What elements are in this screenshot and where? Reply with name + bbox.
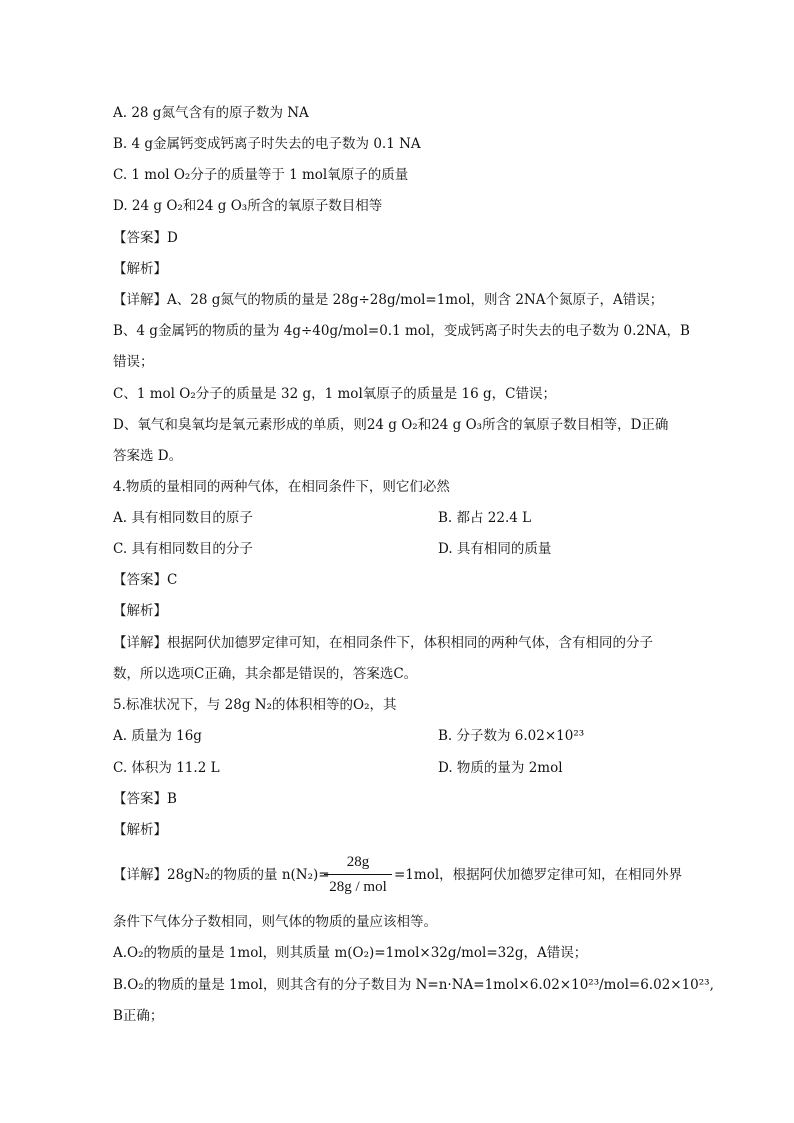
q4-detail-line: 【详解】根据阿伏加德罗定律可知，在相同条件下，体积相同的两种气体，含有相同的分子 — [113, 635, 653, 651]
q4-answer: 【答案】C — [113, 572, 178, 588]
q4-detail-line: 数，所以选项C正确，其余都是错误的，答案选C。 — [113, 666, 418, 682]
q5-detail-pre: 【详解】28gN₂的物质的量 n(N₂)= — [113, 867, 330, 883]
q3-option-a: A. 28 g氮气含有的原子数为 NA — [113, 105, 309, 121]
q5-detail-line: B.O₂的物质的量是 1mol，则其含有的分子数目为 N=n·NA=1mol×6.02×10²³/mol=6.02×10²³, — [113, 977, 714, 993]
q3-detail-line: D、氧气和臭氧均是氧元素形成的单质，则24 g O₂和24 g O₃所含的氧原子数目相等，D正确 — [113, 417, 669, 433]
q3-option-d: D. 24 g O₂和24 g O₃所含的氧原子数目相等 — [113, 198, 383, 214]
q3-detail-line: 答案选 D。 — [113, 448, 183, 464]
fraction-numerator: 28g — [346, 854, 370, 870]
q3-detail-line: C、1 mol O₂分子的质量是 32 g，1 mol氧原子的质量是 16 g，C错误； — [113, 386, 556, 402]
q3-answer: 【答案】D — [113, 230, 178, 246]
q3-option-b: B. 4 g金属钙变成钙离子时失去的电子数为 0.1 NA — [113, 136, 421, 152]
q5-detail-line: A.O₂的物质的量是 1mol，则其质量 m(O₂)=1mol×32g/mol=32g，A错误； — [113, 945, 588, 961]
q5-detail-line: B正确； — [113, 1008, 164, 1024]
q5-detail-post: =1mol，根据阿伏加德罗定律可知，在相同外界 — [394, 867, 683, 883]
fraction-bar — [324, 874, 392, 875]
q3-detail-line: 错误； — [113, 354, 154, 370]
q4-stem: 4.物质的量相同的两种气体，在相同条件下，则它们必然 — [113, 479, 450, 495]
q3-analysis-heading: 【解析】 — [113, 261, 167, 277]
q4-option-a: A. 具有相同数目的原子 — [113, 510, 253, 526]
q5-option-a: A. 质量为 16g — [113, 728, 202, 744]
q4-option-d: D. 具有相同的质量 — [438, 541, 552, 557]
q5-option-d: D. 物质的量为 2mol — [438, 760, 563, 776]
q5-analysis-heading: 【解析】 — [113, 822, 167, 838]
molar-mass-fraction — [324, 853, 392, 896]
q4-analysis-heading: 【解析】 — [113, 603, 167, 619]
q4-option-c: C. 具有相同数目的分子 — [113, 541, 253, 557]
fraction-denominator: 28g / mol — [329, 879, 387, 895]
q3-option-c: C. 1 mol O₂分子的质量等于 1 mol氧原子的质量 — [113, 167, 409, 183]
q5-option-b: B. 分子数为 6.02×10²³ — [438, 728, 585, 744]
q5-answer: 【答案】B — [113, 791, 177, 807]
q5-option-c: C. 体积为 11.2 L — [113, 760, 220, 776]
q5-detail-line: 条件下气体分子数相同，则气体的物质的量应该相等。 — [113, 914, 437, 930]
q3-detail-line: 【详解】A、28 g氮气的物质的量是 28g÷28g/mol=1mol，则含 2NA个氮原子，A错误； — [113, 292, 664, 308]
q5-stem: 5.标准状况下，与 28g N₂的体积相等的O₂，其 — [113, 697, 397, 713]
q3-detail-line: B、4 g金属钙的物质的量为 4g÷40g/mol=0.1 mol，变成钙离子时失去的电子数为 0.2NA，B — [113, 323, 690, 339]
q4-option-b: B. 都占 22.4 L — [438, 510, 532, 526]
